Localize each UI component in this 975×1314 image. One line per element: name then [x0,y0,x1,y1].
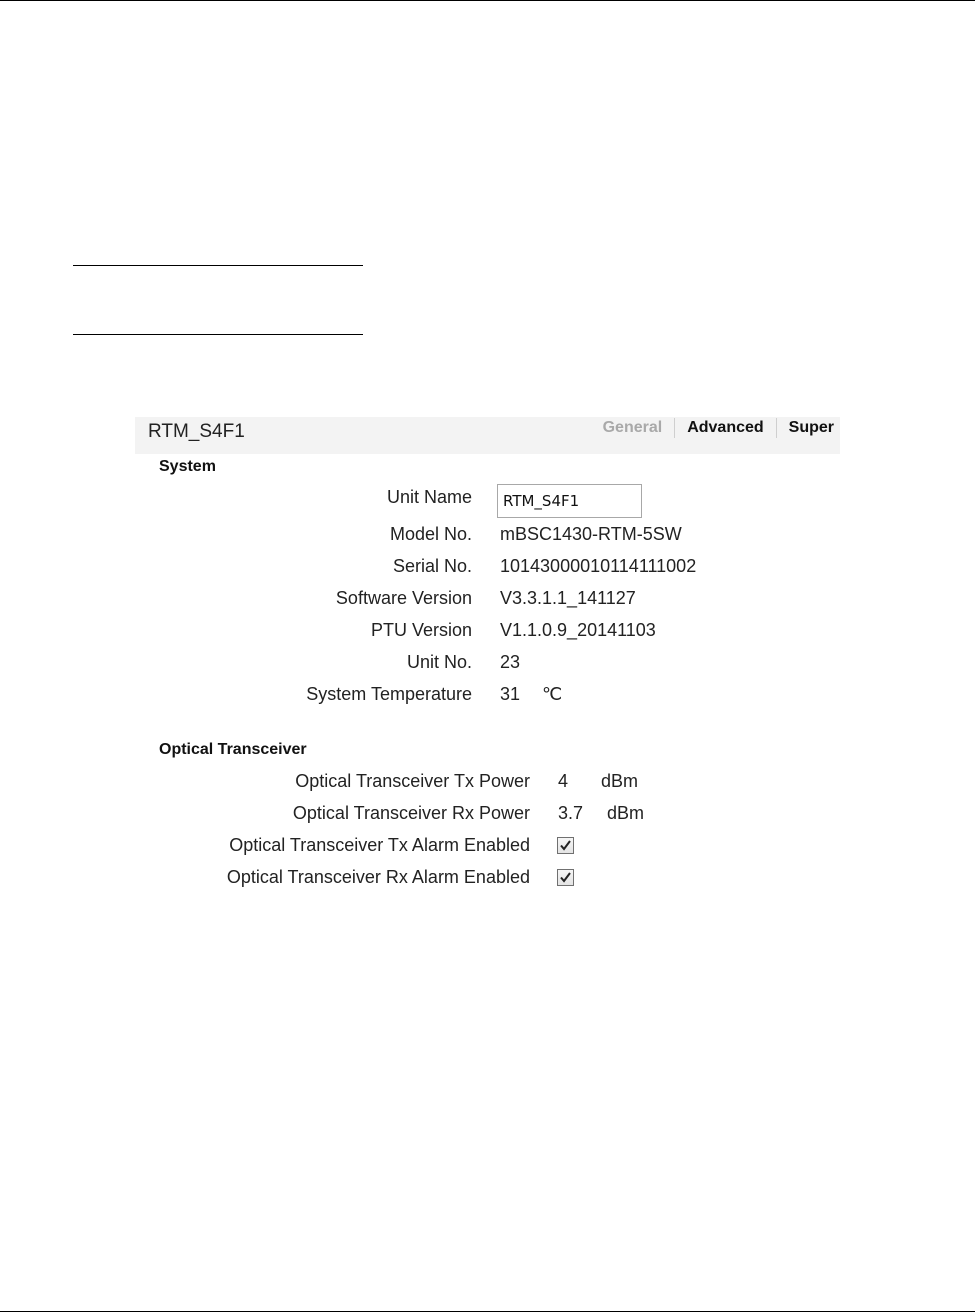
unit-settings-panel [135,417,840,907]
tab-bar [591,417,834,439]
tab-advanced[interactable]: Advanced [687,419,764,436]
checkmark-icon [559,839,572,852]
tx-alarm-label: Optical Transceiver Tx Alarm Enabled [229,835,530,855]
ptu-version-value: V1.1.0.9_20141103 [500,620,656,640]
unit-no-label: Unit No. [406,652,472,672]
ptu-version-label: PTU Version [370,620,472,640]
model-no-label: Model No. [389,524,472,544]
system-temperature-label: System Temperature [306,684,472,704]
unit-name-label: Unit Name [386,487,472,507]
rx-power-unit: dBm [607,803,645,823]
tx-alarm-checkbox[interactable] [557,837,574,854]
page-bottom-rule [0,1311,975,1312]
unit-name-input[interactable] [497,484,642,518]
rx-alarm-label: Optical Transceiver Rx Alarm Enabled [226,867,530,887]
tx-power-unit: dBm [601,771,639,791]
system-temperature-value: 31 [500,684,521,704]
software-version-value: V3.3.1.1_141127 [500,588,636,608]
serial-no-label: Serial No. [392,556,472,576]
serial-no-value: 10143000010114111002 [500,556,697,576]
unit-no-value: 23 [500,652,521,672]
unit-title: RTM_S4F1 [148,421,245,442]
tx-power-label: Optical Transceiver Tx Power [295,771,530,791]
optical-section-title: Optical Transceiver [159,741,307,758]
tx-power-value: 4 [558,771,569,791]
checkmark-icon [559,871,572,884]
page-top-rule [0,0,975,1]
tab-super[interactable]: Super [788,419,834,436]
model-no-value: mBSC1430-RTM-5SW [500,524,682,544]
software-version-label: Software Version [335,588,472,608]
rx-power-value: 3.7 [558,803,584,823]
panel-header [135,417,840,454]
tab-general[interactable]: General [602,419,663,436]
rx-alarm-checkbox[interactable] [557,869,574,886]
system-section-title: System [159,458,216,475]
blank-underline-2 [73,334,363,335]
rx-power-label: Optical Transceiver Rx Power [292,803,530,823]
blank-underline-1 [73,265,363,266]
system-temperature-unit: ℃ [542,684,563,704]
